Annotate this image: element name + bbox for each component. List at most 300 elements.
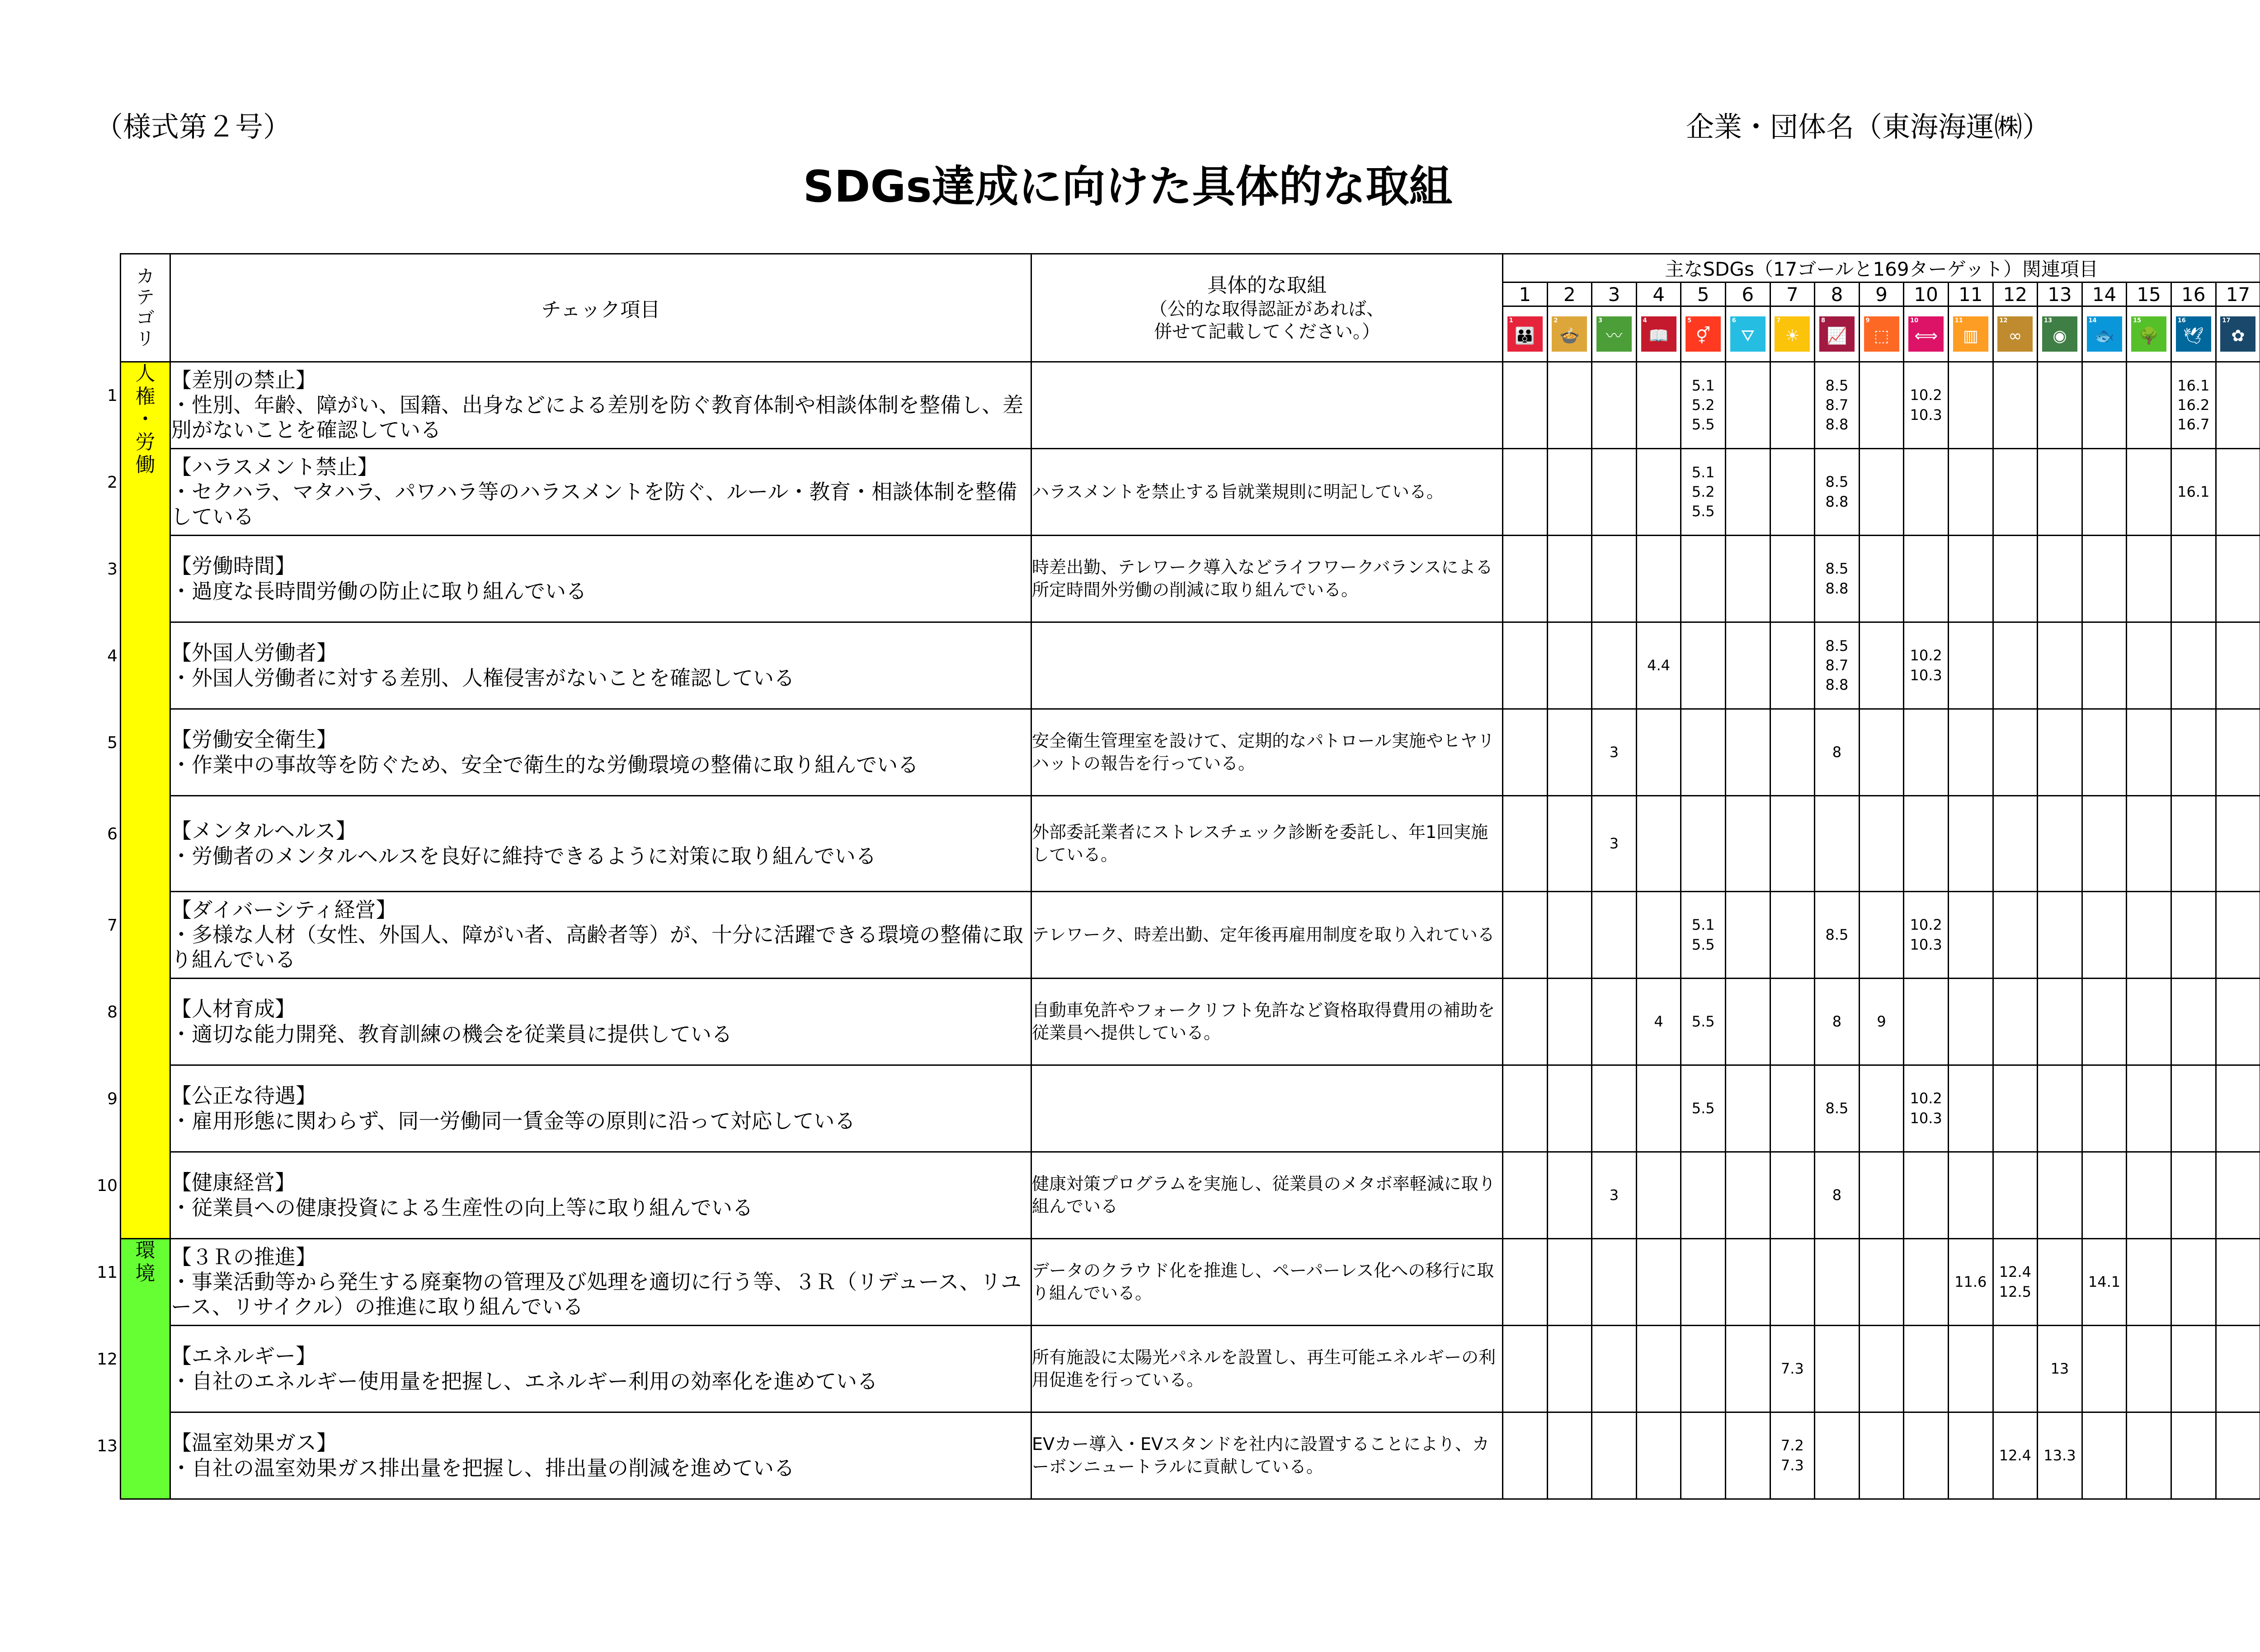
sdg-target-cell-goal-16 [2171, 709, 2216, 796]
goal-icon-glyph: ⚥ [1695, 327, 1711, 345]
check-item-heading: 【人材育成】 [171, 997, 296, 1021]
sdg-target-cell-goal-2 [1547, 1412, 1592, 1499]
sdg-target-cell-goal-12 [1993, 1152, 2038, 1239]
sdg-target-cell-goal-3 [1592, 1326, 1637, 1412]
sdg-target-cell-goal-5: 5.1 5.2 5.5 [1681, 362, 1726, 449]
sdg-target-cell-goal-12 [1993, 892, 2038, 979]
goal-number-17: 17 [2216, 282, 2260, 306]
sdg-target-cell-goal-9 [1859, 536, 1904, 622]
sdg-target-cell-goal-6 [1725, 1412, 1770, 1499]
sdg-10-reduced-inequalities-icon [1908, 316, 1944, 352]
sdg-target-cell-goal-17 [2216, 979, 2260, 1065]
sdg-target-cell-goal-13 [2038, 1152, 2082, 1239]
table-row [121, 979, 2260, 1065]
sdg-target-cell-goal-12 [1993, 536, 2038, 622]
sdg-target-cell-goal-8: 8 [1815, 979, 1860, 1065]
check-item-heading: 【労働時間】 [171, 554, 296, 579]
goal-icon-cell-14 [2082, 306, 2127, 362]
table-row [121, 1412, 2260, 1499]
sdg-target-cell-goal-16 [2171, 622, 2216, 709]
sdg-target-cell-goal-11 [1948, 536, 1993, 622]
row-number: 9 [107, 1090, 118, 1108]
sdgs-header: 主なSDGs（17ゴールと169ターゲット）関連項目 [1503, 254, 2260, 282]
row-number: 11 [97, 1263, 118, 1282]
sdg-target-cell-goal-9: 9 [1859, 979, 1904, 1065]
goal-icon-number: 5 [1687, 317, 1692, 324]
sdg-target-cell-goal-4: 4.4 [1636, 622, 1681, 709]
check-item-body: ・従業員への健康投資による生産性の向上等に取り組んでいる [171, 1195, 753, 1220]
detail-cell [1031, 362, 1503, 449]
sdg-target-cell-goal-7 [1770, 709, 1815, 796]
goal-icon-cell-15 [2127, 306, 2171, 362]
check-item-body: ・労働者のメンタルヘルスを良好に維持できるように対策に取り組んでいる [171, 843, 876, 868]
sdg-target-cell-goal-6 [1725, 979, 1770, 1065]
sdg-target-cell-goal-16 [2171, 1065, 2216, 1152]
goal-icon-cell-5 [1681, 306, 1726, 362]
sdg-target-cell-goal-16 [2171, 1152, 2216, 1239]
sdg-target-cell-goal-1 [1503, 1065, 1548, 1152]
sdg-target-cell-goal-17 [2216, 622, 2260, 709]
sdg-target-cell-goal-13 [2038, 1239, 2082, 1326]
check-item-heading: 【労働安全衛生】 [171, 727, 337, 752]
detail-cell: 所有施設に太陽光パネルを設置し、再生可能エネルギーの利用促進を行っている。 [1031, 1326, 1503, 1412]
sdg-target-cell-goal-1 [1503, 536, 1548, 622]
goal-icon-glyph: 🕊 [2183, 327, 2204, 345]
sdg-11-sustainable-cities-icon [1953, 316, 1988, 352]
row-number: 12 [97, 1350, 118, 1369]
check-item-cell [170, 622, 1031, 709]
sdg-target-cell-goal-2 [1547, 622, 1592, 709]
check-item-heading: 【エネルギー】 [171, 1344, 316, 1369]
goal-number-5: 5 [1681, 282, 1726, 306]
sdg-12-responsible-consumption-icon [1997, 316, 2033, 352]
sdg-target-cell-goal-12 [1993, 1326, 2038, 1412]
sdg-target-cell-goal-10 [1904, 979, 1949, 1065]
sdg-target-cell-goal-15 [2127, 449, 2171, 536]
goal-icon-number: 11 [1954, 317, 1963, 324]
sdg-target-cell-goal-1 [1503, 979, 1548, 1065]
sdg-target-cell-goal-5 [1681, 1326, 1726, 1412]
row-number: 8 [107, 1003, 118, 1021]
category-environment: 環 境 [121, 1239, 170, 1499]
goal-icon-glyph: 📈 [1827, 327, 1847, 345]
goal-number-8: 8 [1815, 282, 1860, 306]
goal-number-1: 1 [1503, 282, 1548, 306]
sdg-target-cell-goal-13: 13.3 [2038, 1412, 2082, 1499]
sdg-target-cell-goal-13: 13 [2038, 1326, 2082, 1412]
sdg-target-cell-goal-6 [1725, 622, 1770, 709]
sdg-target-cell-goal-8 [1815, 796, 1860, 892]
sdg-target-cell-goal-16: 16.1 16.2 16.7 [2171, 362, 2216, 449]
check-item-heading: 【ダイバーシティ経営】 [171, 897, 397, 922]
sdg-target-cell-goal-9 [1859, 449, 1904, 536]
sdg-target-cell-goal-15 [2127, 1152, 2171, 1239]
sdg-target-cell-goal-6 [1725, 709, 1770, 796]
sdg-target-cell-goal-16 [2171, 1326, 2216, 1412]
sdg-target-cell-goal-10 [1904, 796, 1949, 892]
sdg-target-cell-goal-11 [1948, 979, 1993, 1065]
sdg-target-cell-goal-3: 3 [1592, 796, 1637, 892]
sdg-target-cell-goal-16 [2171, 1412, 2216, 1499]
sdg-target-cell-goal-14 [2082, 622, 2127, 709]
sdg-target-cell-goal-3 [1592, 979, 1637, 1065]
header-row-1 [121, 254, 2260, 282]
sdg-target-cell-goal-4 [1636, 796, 1681, 892]
sdg-target-cell-goal-3 [1592, 536, 1637, 622]
goal-icon-cell-10 [1904, 306, 1949, 362]
sdg-target-cell-goal-3 [1592, 362, 1637, 449]
sdg-target-cell-goal-8: 8 [1815, 709, 1860, 796]
row-number: 13 [97, 1437, 118, 1455]
goal-icon-cell-13 [2038, 306, 2082, 362]
detail-cell [1031, 1065, 1503, 1152]
sdg-target-cell-goal-15 [2127, 892, 2171, 979]
goal-number-4: 4 [1636, 282, 1681, 306]
detail-cell: テレワーク、時差出勤、定年後再雇用制度を取り入れている [1031, 892, 1503, 979]
sdg-target-cell-goal-13 [2038, 892, 2082, 979]
check-item-header: チェック項目 [170, 254, 1031, 362]
sdg-target-cell-goal-6 [1725, 892, 1770, 979]
check-item-heading: 【ハラスメント禁止】 [171, 454, 378, 479]
sdg-target-cell-goal-10 [1904, 536, 1949, 622]
sdg-target-cell-goal-17 [2216, 796, 2260, 892]
sdg-target-cell-goal-2 [1547, 892, 1592, 979]
sdg-target-cell-goal-5 [1681, 622, 1726, 709]
table-row [121, 796, 2260, 892]
sdg-target-cell-goal-17 [2216, 1412, 2260, 1499]
sdg-17-partnerships-icon [2220, 316, 2255, 352]
sdg-target-cell-goal-4 [1636, 1239, 1681, 1326]
sdg-target-cell-goal-10: 10.2 10.3 [1904, 1065, 1949, 1152]
sdg-target-cell-goal-1 [1503, 892, 1548, 979]
sdg-target-cell-goal-7 [1770, 362, 1815, 449]
detail-cell: 安全衛生管理室を設けて、定期的なパトロール実施やヒヤリハットの報告を行っている。 [1031, 709, 1503, 796]
sdg-target-cell-goal-2 [1547, 1152, 1592, 1239]
check-item-cell [170, 979, 1031, 1065]
goal-icon-glyph: 🌳 [2138, 327, 2159, 345]
check-item-cell [170, 449, 1031, 536]
table-row [121, 1065, 2260, 1152]
goal-number-11: 11 [1948, 282, 1993, 306]
sdg-target-cell-goal-6 [1725, 796, 1770, 892]
sdg-target-cell-goal-4: 4 [1636, 979, 1681, 1065]
check-item-cell [170, 536, 1031, 622]
sdg-target-cell-goal-14 [2082, 1326, 2127, 1412]
goal-icon-number: 14 [2088, 317, 2097, 324]
sdg-target-cell-goal-15 [2127, 362, 2171, 449]
goal-icon-glyph: ◉ [2053, 327, 2067, 345]
sdg-target-cell-goal-9 [1859, 1412, 1904, 1499]
table-row [121, 362, 2260, 449]
sdg-target-cell-goal-4 [1636, 1065, 1681, 1152]
goal-icon-number: 8 [1821, 317, 1825, 324]
sdg-target-cell-goal-14 [2082, 979, 2127, 1065]
sdg-target-cell-goal-7 [1770, 449, 1815, 536]
sdg-target-cell-goal-16 [2171, 796, 2216, 892]
sdg-target-cell-goal-13 [2038, 979, 2082, 1065]
table-row [121, 449, 2260, 536]
sdg-target-cell-goal-11 [1948, 449, 1993, 536]
sdg-target-cell-goal-2 [1547, 449, 1592, 536]
sdg-target-cell-goal-15 [2127, 1239, 2171, 1326]
sdg-target-cell-goal-11 [1948, 362, 1993, 449]
sdg-target-cell-goal-4 [1636, 449, 1681, 536]
sdg-target-cell-goal-6 [1725, 1152, 1770, 1239]
sdg-target-cell-goal-11 [1948, 1065, 1993, 1152]
detail-cell: ハラスメントを禁止する旨就業規則に明記している。 [1031, 449, 1503, 536]
goal-icon-cell-3 [1592, 306, 1637, 362]
sdg-target-cell-goal-11 [1948, 1152, 1993, 1239]
goal-icon-number: 1 [1509, 317, 1513, 324]
goal-icon-number: 6 [1732, 317, 1736, 324]
sdg-target-cell-goal-12 [1993, 1065, 2038, 1152]
sdg-target-cell-goal-10 [1904, 449, 1949, 536]
goal-icon-glyph: 🍲 [1559, 327, 1580, 345]
sdg-target-cell-goal-7 [1770, 796, 1815, 892]
company-name: 企業・団体名（東海海運㈱） [1686, 110, 2051, 143]
check-item-body: ・性別、年齢、障がい、国籍、出身などによる差別を防ぐ教育体制や相談体制を整備し、差別がないことを確認している [171, 392, 1023, 442]
sdg-target-cell-goal-3: 3 [1592, 709, 1637, 796]
sdgs-checklist-table [120, 253, 2260, 1500]
detail-cell: 健康対策プログラムを実施し、従業員のメタボ率軽減に取り組んでいる [1031, 1152, 1503, 1239]
sdg-4-education-icon [1641, 316, 1676, 352]
sdg-target-cell-goal-1 [1503, 449, 1548, 536]
row-number: 6 [107, 825, 118, 843]
sdg-target-cell-goal-13 [2038, 622, 2082, 709]
check-item-cell [170, 796, 1031, 892]
sdg-target-cell-goal-9 [1859, 362, 1904, 449]
row-number: 5 [107, 734, 118, 752]
sdg-target-cell-goal-9 [1859, 1152, 1904, 1239]
goal-icon-cell-6 [1725, 306, 1770, 362]
sdg-target-cell-goal-15 [2127, 1065, 2171, 1152]
sdg-target-cell-goal-8: 8.5 [1815, 892, 1860, 979]
sdg-target-cell-goal-12 [1993, 796, 2038, 892]
table-body [121, 254, 2260, 1499]
check-item-heading: 【３Ｒの推進】 [171, 1244, 316, 1269]
sdg-target-cell-goal-14 [2082, 796, 2127, 892]
goal-icon-cell-11 [1948, 306, 1993, 362]
check-item-body: ・セクハラ、マタハラ、パワハラ等のハラスメントを防ぐ、ルール・教育・相談体制を整備している [171, 479, 1017, 529]
row-number: 10 [97, 1177, 118, 1195]
sdg-target-cell-goal-17 [2216, 1326, 2260, 1412]
check-item-body: ・作業中の事故等を防ぐため、安全で衛生的な労働環境の整備に取り組んでいる [171, 752, 919, 777]
table-row [121, 1239, 2260, 1326]
sdg-target-cell-goal-6 [1725, 536, 1770, 622]
sdg-target-cell-goal-16 [2171, 892, 2216, 979]
sdg-target-cell-goal-4 [1636, 709, 1681, 796]
goal-icon-glyph: ⬚ [1874, 327, 1889, 345]
goal-icon-number: 15 [2133, 317, 2142, 324]
sdg-target-cell-goal-2 [1547, 979, 1592, 1065]
sdg-target-cell-goal-6 [1725, 449, 1770, 536]
sdg-target-cell-goal-9 [1859, 1065, 1904, 1152]
goal-icon-glyph: ☀ [1785, 327, 1800, 345]
sdg-target-cell-goal-3 [1592, 1065, 1637, 1152]
sdg-target-cell-goal-9 [1859, 892, 1904, 979]
sdg-target-cell-goal-14 [2082, 709, 2127, 796]
sdg-target-cell-goal-17 [2216, 362, 2260, 449]
sdg-1-no-poverty-icon [1507, 316, 1543, 352]
sdg-target-cell-goal-2 [1547, 1239, 1592, 1326]
goal-number-15: 15 [2127, 282, 2171, 306]
detail-header-note: （公的な取得認証があれば、 併せて記載してください。） [1149, 298, 1384, 342]
sdg-target-cell-goal-10 [1904, 1152, 1949, 1239]
goal-icon-glyph: ✿ [2231, 327, 2245, 345]
sdg-target-cell-goal-17 [2216, 1239, 2260, 1326]
table-row [121, 622, 2260, 709]
sdg-target-cell-goal-13 [2038, 709, 2082, 796]
goal-icon-number: 4 [1643, 317, 1647, 324]
sdg-target-cell-goal-12 [1993, 979, 2038, 1065]
sdg-target-cell-goal-16: 16.1 [2171, 449, 2216, 536]
sdg-target-cell-goal-13 [2038, 536, 2082, 622]
sdg-target-cell-goal-5: 5.1 5.2 5.5 [1681, 449, 1726, 536]
check-item-cell [170, 1065, 1031, 1152]
check-item-heading: 【外国人労働者】 [171, 640, 337, 665]
goal-icon-number: 7 [1776, 317, 1781, 324]
sdg-7-energy-icon [1775, 316, 1810, 352]
check-item-cell [170, 892, 1031, 979]
check-item-heading: 【公正な待遇】 [171, 1083, 316, 1108]
sdg-target-cell-goal-17 [2216, 892, 2260, 979]
table-row [121, 709, 2260, 796]
sdg-target-cell-goal-8 [1815, 1326, 1860, 1412]
sdg-target-cell-goal-14 [2082, 536, 2127, 622]
sdg-target-cell-goal-1 [1503, 1326, 1548, 1412]
sdg-target-cell-goal-10: 10.2 10.3 [1904, 362, 1949, 449]
sdg-target-cell-goal-4 [1636, 536, 1681, 622]
sdg-target-cell-goal-12: 12.4 [1993, 1412, 2038, 1499]
sdg-target-cell-goal-2 [1547, 362, 1592, 449]
row-number: 1 [107, 386, 118, 405]
sdg-target-cell-goal-7 [1770, 979, 1815, 1065]
sdg-target-cell-goal-1 [1503, 796, 1548, 892]
sdg-target-cell-goal-14 [2082, 1412, 2127, 1499]
goal-icon-number: 3 [1598, 317, 1603, 324]
sdg-target-cell-goal-5 [1681, 709, 1726, 796]
sdg-target-cell-goal-5 [1681, 1239, 1726, 1326]
detail-cell: 時差出勤、テレワーク導入などライフワークバランスによる所定時間外労働の削減に取り組んでいる。 [1031, 536, 1503, 622]
sdg-target-cell-goal-6 [1725, 362, 1770, 449]
detail-header-main: 具体的な取組 [1207, 273, 1327, 297]
sdg-target-cell-goal-17 [2216, 449, 2260, 536]
sdg-target-cell-goal-14 [2082, 1065, 2127, 1152]
sdg-target-cell-goal-9 [1859, 1239, 1904, 1326]
sdg-target-cell-goal-14: 14.1 [2082, 1239, 2127, 1326]
category-human-rights-labor: 人 権 ・ 労 働 [121, 362, 170, 1239]
sdg-target-cell-goal-2 [1547, 709, 1592, 796]
sdg-target-cell-goal-1 [1503, 1152, 1548, 1239]
check-item-cell [170, 1239, 1031, 1326]
goal-icon-glyph: 〰 [1606, 327, 1622, 345]
sdg-target-cell-goal-16 [2171, 979, 2216, 1065]
sdg-target-cell-goal-7 [1770, 1152, 1815, 1239]
sdg-target-cell-goal-8 [1815, 1412, 1860, 1499]
sdg-target-cell-goal-17 [2216, 1065, 2260, 1152]
check-item-heading: 【差別の禁止】 [171, 367, 316, 392]
sdg-target-cell-goal-4 [1636, 1152, 1681, 1239]
goal-icon-cell-17 [2216, 306, 2260, 362]
sdg-target-cell-goal-9 [1859, 1326, 1904, 1412]
table-row [121, 1326, 2260, 1412]
goal-icon-glyph: ▥ [1963, 327, 1978, 345]
sdg-target-cell-goal-7: 7.3 [1770, 1326, 1815, 1412]
sdg-target-cell-goal-7 [1770, 892, 1815, 979]
sdg-target-cell-goal-10: 10.2 10.3 [1904, 622, 1949, 709]
sdg-target-cell-goal-15 [2127, 979, 2171, 1065]
goal-number-16: 16 [2171, 282, 2216, 306]
goal-icon-glyph: 👪 [1515, 327, 1535, 345]
sdg-target-cell-goal-15 [2127, 796, 2171, 892]
detail-cell: 外部委託業者にストレスチェック診断を委託し、年1回実施している。 [1031, 796, 1503, 892]
goal-number-2: 2 [1547, 282, 1592, 306]
sdg-target-cell-goal-3 [1592, 892, 1637, 979]
goal-icon-number: 16 [2177, 317, 2186, 324]
goal-icon-cell-1 [1503, 306, 1548, 362]
sdg-6-clean-water-icon [1730, 316, 1766, 352]
goal-number-13: 13 [2038, 282, 2082, 306]
sdg-3-health-icon [1596, 316, 1632, 352]
sdg-9-industry-icon [1864, 316, 1899, 352]
sdg-target-cell-goal-2 [1547, 796, 1592, 892]
sdg-target-cell-goal-11 [1948, 796, 1993, 892]
sdg-target-cell-goal-8 [1815, 1239, 1860, 1326]
sdg-target-cell-goal-13 [2038, 1065, 2082, 1152]
sdg-target-cell-goal-12 [1993, 362, 2038, 449]
sdg-target-cell-goal-2 [1547, 536, 1592, 622]
sdg-target-cell-goal-2 [1547, 1326, 1592, 1412]
sdg-target-cell-goal-3 [1592, 622, 1637, 709]
check-item-body: ・事業活動等から発生する廃棄物の管理及び処理を適切に行う等、３Ｒ（リデュース、リユース、リサイクル）の推進に取り組んでいる [171, 1269, 1022, 1319]
sdg-target-cell-goal-6 [1725, 1239, 1770, 1326]
sdg-target-cell-goal-12 [1993, 622, 2038, 709]
sdg-target-cell-goal-6 [1725, 1326, 1770, 1412]
goal-number-12: 12 [1993, 282, 2038, 306]
check-item-body: ・過度な長時間労働の防止に取り組んでいる [171, 579, 587, 603]
check-item-cell [170, 1326, 1031, 1412]
sdg-8-decent-work-icon [1819, 316, 1855, 352]
sdg-target-cell-goal-4 [1636, 362, 1681, 449]
sdg-target-cell-goal-4 [1636, 1412, 1681, 1499]
sdg-target-cell-goal-10 [1904, 1412, 1949, 1499]
sdg-target-cell-goal-9 [1859, 709, 1904, 796]
table-row [121, 536, 2260, 622]
check-item-cell [170, 1152, 1031, 1239]
sdg-target-cell-goal-5 [1681, 796, 1726, 892]
sdg-target-cell-goal-8: 8.5 8.8 [1815, 449, 1860, 536]
sdg-target-cell-goal-9 [1859, 622, 1904, 709]
sdg-target-cell-goal-8: 8.5 8.8 [1815, 536, 1860, 622]
sdg-target-cell-goal-15 [2127, 622, 2171, 709]
goal-icon-glyph: ∞ [2008, 327, 2022, 345]
goal-icon-cell-7 [1770, 306, 1815, 362]
sdg-target-cell-goal-8: 8.5 8.7 8.8 [1815, 362, 1860, 449]
goal-icon-cell-16 [2171, 306, 2216, 362]
goal-icon-number: 17 [2222, 317, 2231, 324]
sdg-target-cell-goal-11 [1948, 1326, 1993, 1412]
check-item-heading: 【メンタルヘルス】 [171, 819, 357, 843]
sdg-target-cell-goal-5 [1681, 1152, 1726, 1239]
sdg-target-cell-goal-3 [1592, 1239, 1637, 1326]
sdg-16-peace-justice-icon [2176, 316, 2211, 352]
goal-icon-number: 10 [1910, 317, 1919, 324]
sdg-target-cell-goal-13 [2038, 362, 2082, 449]
sdg-target-cell-goal-10 [1904, 1239, 1949, 1326]
sdg-target-cell-goal-17 [2216, 536, 2260, 622]
sdg-target-cell-goal-12 [1993, 449, 2038, 536]
goal-number-6: 6 [1725, 282, 1770, 306]
